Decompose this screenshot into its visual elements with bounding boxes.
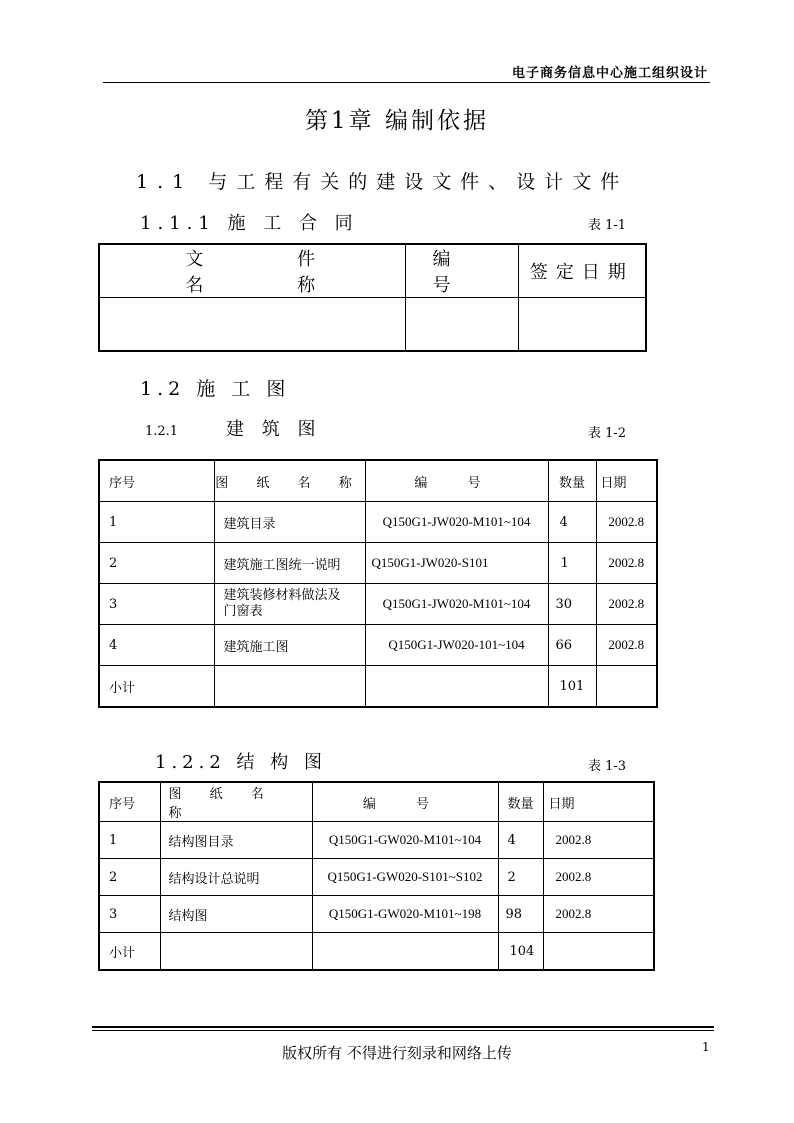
row-index: 4 xyxy=(99,625,214,666)
row-index: 1 xyxy=(99,502,214,543)
table-2-label: 表 1-2 xyxy=(588,426,627,441)
row-code: Q150G1-JW020-M101~104 xyxy=(365,502,548,543)
table-3-label: 表 1-3 xyxy=(588,759,627,774)
chapter-title: 第1章 编制依据 xyxy=(305,108,489,134)
contract-table xyxy=(98,243,647,352)
section-1-1-1-heading: 1.1.1 施 工 合 同 xyxy=(140,213,359,234)
row-quantity: 2 xyxy=(498,859,543,896)
table-header-row xyxy=(99,782,654,822)
row-quantity: 4 xyxy=(498,822,543,859)
col-header-file-name: 文 件 名 称 xyxy=(99,244,405,298)
col-header-drawing-name: 图 纸 名 称 xyxy=(160,782,312,822)
table-cell xyxy=(405,298,518,352)
row-drawing-name: 建筑施工图 xyxy=(214,625,365,666)
footer-copyright: 版权所有 不得进行刻录和网络上传 xyxy=(282,1044,512,1062)
row-drawing-name: 建筑目录 xyxy=(214,502,365,543)
architectural-drawings-table xyxy=(98,459,658,708)
row-date: 2002.8 xyxy=(596,584,657,625)
col-header-date: 日期 xyxy=(543,782,654,822)
section-1-2-1-title: 建 筑 图 xyxy=(226,419,322,440)
subtotal-row xyxy=(99,666,657,708)
subtotal-count: 104 xyxy=(498,933,543,971)
table-row xyxy=(99,896,654,933)
subtotal-label: 小计 xyxy=(99,666,214,708)
row-code: Q150G1-GW020-M101~198 xyxy=(312,896,498,933)
table-cell xyxy=(543,933,654,971)
section-1-2-1-number: 1.2.1 xyxy=(145,424,179,439)
row-drawing-name: 结构图 xyxy=(160,896,312,933)
row-quantity: 4 xyxy=(548,502,596,543)
table-row xyxy=(99,859,654,896)
row-quantity: 1 xyxy=(548,543,596,584)
row-date: 2002.8 xyxy=(543,896,654,933)
row-drawing-name: 建筑施工图统一说明 xyxy=(214,543,365,584)
col-header-number: 编 号 xyxy=(405,244,518,298)
header-rule xyxy=(103,82,710,83)
row-code: Q150G1-JW020-M101~104 xyxy=(365,584,548,625)
col-header-index: 序号 xyxy=(99,460,214,502)
table-header-row xyxy=(99,460,657,502)
col-header-code: 编 号 xyxy=(312,782,498,822)
row-code: Q150G1-GW020-M101~104 xyxy=(312,822,498,859)
col-header-date: 日期 xyxy=(596,460,657,502)
col-header-code: 编 号 xyxy=(365,460,548,502)
row-date: 2002.8 xyxy=(543,859,654,896)
col-header-quantity: 数量 xyxy=(548,460,596,502)
section-1-2-2-heading: 1.2.2 结 构 图 xyxy=(155,752,327,773)
col-header-quantity: 数量 xyxy=(498,782,543,822)
table-row xyxy=(99,543,657,584)
row-code: Q150G1-JW020-S101 xyxy=(365,543,548,584)
col-header-index: 序号 xyxy=(99,782,160,822)
table-row xyxy=(99,584,657,625)
table-cell xyxy=(214,666,365,708)
row-index: 1 xyxy=(99,822,160,859)
footer-rule-thick xyxy=(92,1026,714,1028)
row-quantity: 66 xyxy=(548,625,596,666)
page-number: 1 xyxy=(702,1040,710,1054)
col-header-drawing-name: 图 纸 名 称 xyxy=(214,460,365,502)
row-index: 3 xyxy=(99,896,160,933)
row-index: 2 xyxy=(99,859,160,896)
row-quantity: 30 xyxy=(548,584,596,625)
table-cell xyxy=(312,933,498,971)
row-drawing-name: 建筑装修材料做法及门窗表 xyxy=(214,584,365,625)
row-index: 2 xyxy=(99,543,214,584)
subtotal-row xyxy=(99,933,654,971)
table-row xyxy=(99,625,657,666)
row-code: Q150G1-GW020-S101~S102 xyxy=(312,859,498,896)
row-drawing-name: 结构设计总说明 xyxy=(160,859,312,896)
table-cell xyxy=(99,298,405,352)
table-row xyxy=(99,822,654,859)
table-cell xyxy=(596,666,657,708)
subtotal-label: 小计 xyxy=(99,933,160,971)
table-cell xyxy=(518,298,646,352)
row-date: 2002.8 xyxy=(596,625,657,666)
row-quantity: 98 xyxy=(498,896,543,933)
row-index: 3 xyxy=(99,584,214,625)
running-header: 电子商务信息中心施工组织设计 xyxy=(511,66,708,81)
section-1-1-heading: 1.1 与工程有关的建设文件、设计文件 xyxy=(136,171,629,193)
table-cell xyxy=(365,666,548,708)
row-code: Q150G1-JW020-101~104 xyxy=(365,625,548,666)
section-1-2-heading: 1.2 施 工 图 xyxy=(140,378,291,400)
row-date: 2002.8 xyxy=(543,822,654,859)
row-date: 2002.8 xyxy=(596,543,657,584)
table-cell xyxy=(160,933,312,971)
table-1-label: 表 1-1 xyxy=(588,218,627,233)
row-drawing-name: 结构图目录 xyxy=(160,822,312,859)
structural-drawings-table xyxy=(98,781,655,971)
row-date: 2002.8 xyxy=(596,502,657,543)
footer-rule-thin xyxy=(92,1030,714,1031)
subtotal-count: 101 xyxy=(548,666,596,708)
table-row xyxy=(99,502,657,543)
col-header-sign-date: 签定日期 xyxy=(518,244,646,298)
